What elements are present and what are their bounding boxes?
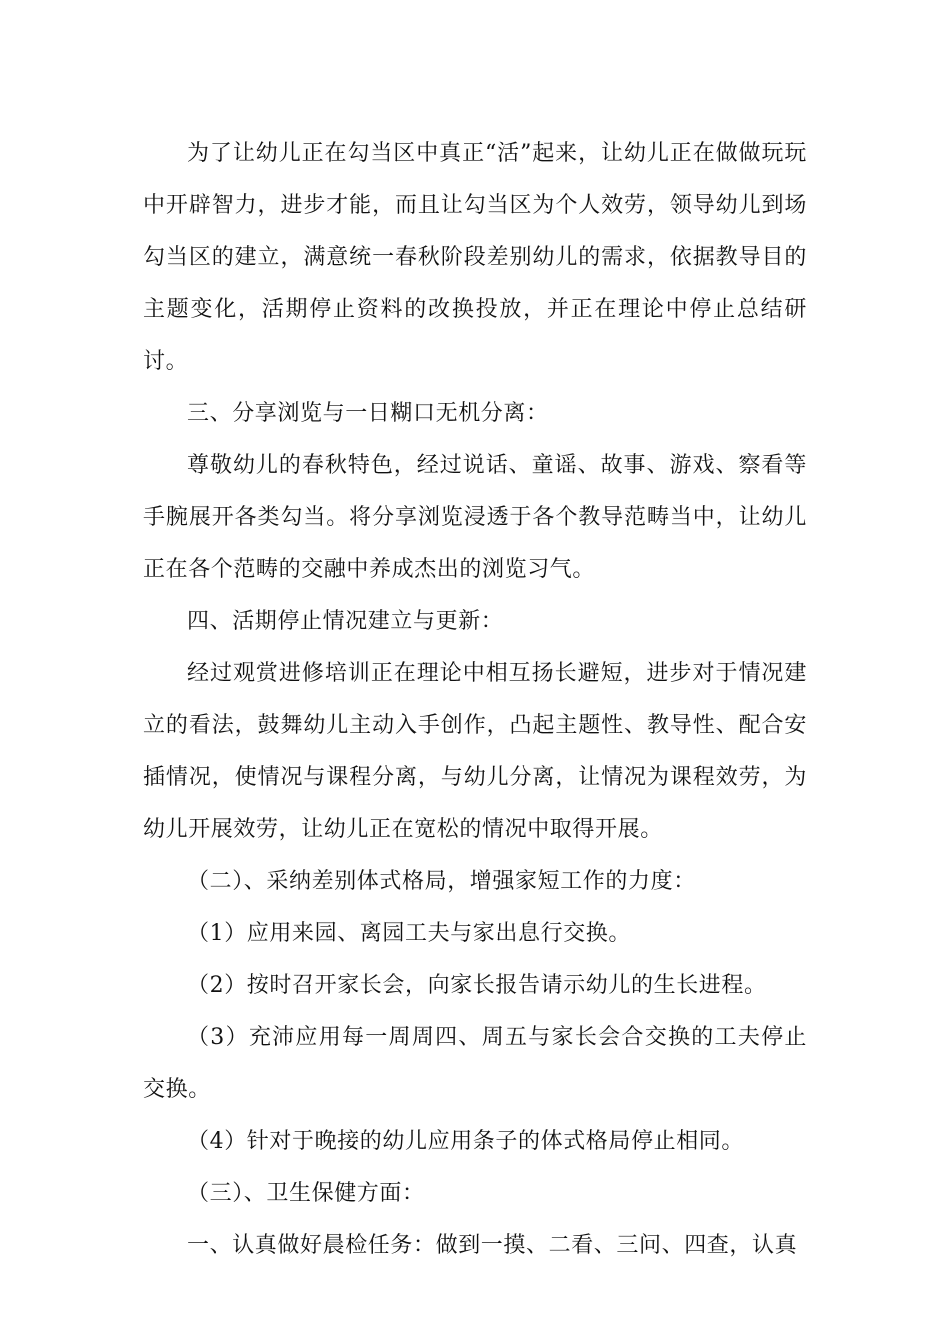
paragraph-morning-check: 一、认真做好晨检任务：做到一摸、二看、三问、四查，认真 [187,1233,798,1258]
heading-health-care: （三）、卫生保健方面： [187,1181,425,1206]
list-item-1: （1）应用来园、离园工夫与家出息行交换。 [187,921,631,946]
paragraph-activity-area: 为了让幼儿正在勾当区中真正“活”起来，让幼儿正在做做玩玩中开辟智力，进步才能，而且让勾当区为个人效劳，领导幼儿到场勾当区的建立，满意统一春秋阶段差别幼儿的需求，依据教导目的主题变化，活期停止资料的改换投放，并正在理论中停止总结研讨。 [143,141,807,374]
heading-environment: 四、活期停止情况建立与更新： [187,609,504,634]
paragraph-environment: 经过观赏进修培训正在理论中相互扬长避短，进步对于情况建立的看法，鼓舞幼儿主动入手创作，凸起主题性、教导性、配合安插情况，使情况与课程分离，与幼儿分离，让情况为课程效劳，为幼儿开展效劳，让幼儿正在宽松的情况中取得开展。 [143,661,807,842]
heading-shared-reading: 三、分享浏览与一日糊口无机分离： [187,401,549,426]
list-item-3: （3）充沛应用每一周周四、周五与家长会合交换的工夫停止交换。 [143,1025,807,1102]
list-item-4: （4）针对于晚接的幼儿应用条子的体式格局停止相同。 [187,1129,744,1154]
heading-family-work: （二）、采纳差别体式格局，增强家短工作的力度： [187,869,696,894]
list-item-2: （2）按时召开家长会，向家长报告请示幼儿的生长进程。 [187,973,767,998]
paragraph-shared-reading: 尊敬幼儿的春秋特色，经过说话、童谣、故事、游戏、察看等手腕展开各类勾当。将分享浏览浸透于各个教导范畴当中，让幼儿正在各个范畴的交融中养成杰出的浏览习气。 [143,453,807,582]
document-body [143,128,807,1272]
